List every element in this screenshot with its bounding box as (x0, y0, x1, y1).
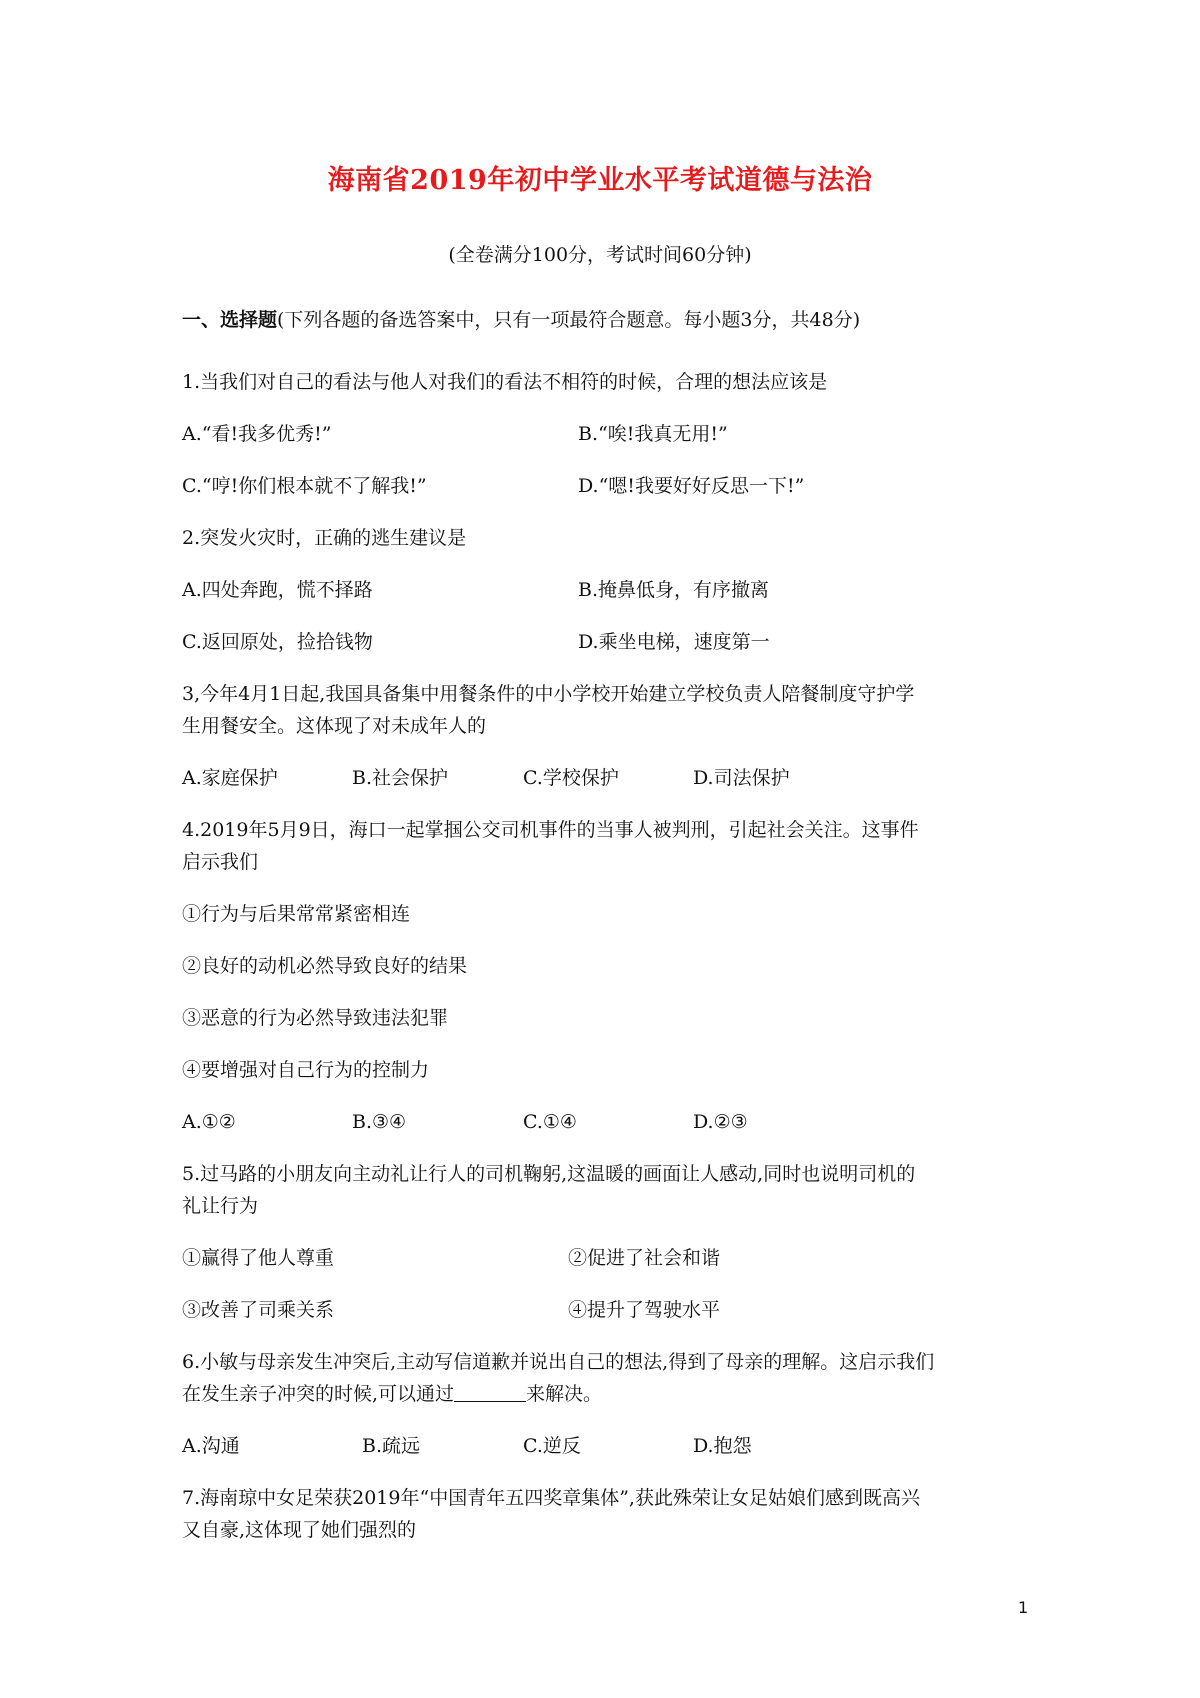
q6-option-a: A.沟通 (182, 1435, 240, 1457)
q6-option-b: B.疏远 (362, 1435, 421, 1457)
q6-option-c: C.逆反 (523, 1435, 581, 1457)
q3-stem-line1: 3,今年4月1日起,我国具备集中用餐条件的中小学校开始建立学校负责人陪餐制度守护学 (182, 683, 915, 705)
section-instruction: (下列各题的备选答案中，只有一项最符合题意。每小题3分，共48分) (277, 309, 861, 331)
q5-statement-1: ①赢得了他人尊重 (182, 1247, 335, 1269)
q5-statement-4: ④提升了驾驶水平 (568, 1299, 721, 1321)
q6-answer-blank (454, 1383, 526, 1402)
q3-option-d: D.司法保护 (693, 767, 790, 789)
q4-statement-3: ③恶意的行为必然导致违法犯罪 (182, 1007, 449, 1029)
q2-option-a: A.四处奔跑，慌不择路 (182, 579, 373, 601)
q3-option-c: C.学校保护 (523, 767, 619, 789)
q3-option-a: A.家庭保护 (182, 767, 278, 789)
q1-option-b: B.“唉!我真无用!” (578, 423, 728, 445)
q4-option-d: D.②③ (693, 1111, 748, 1133)
q1-option-a: A.“看!我多优秀!” (182, 423, 332, 445)
q3-stem-line2: 生用餐安全。这体现了对未成年人的 (182, 715, 487, 737)
q6-stem-line2-pre: 在发生亲子冲突的时候,可以通过 (182, 1383, 455, 1405)
q4-statement-2: ②良好的动机必然导致良好的结果 (182, 955, 468, 977)
exam-title: 海南省2019年初中学业水平考试道德与法治 (327, 165, 873, 196)
q1-stem: 1.当我们对自己的看法与他人对我们的看法不相符的时候，合理的想法应该是 (182, 371, 828, 393)
q3-option-b: B.社会保护 (352, 767, 449, 789)
q6-stem-line2 (182, 1378, 602, 1410)
q1-option-c: C.“哼!你们根本就不了解我!” (182, 475, 427, 497)
q7-stem-line2: 又自豪,这体现了她们强烈的 (182, 1519, 417, 1541)
q5-statement-2: ②促进了社会和谐 (568, 1247, 721, 1269)
q6-stem-line1: 6.小敏与母亲发生冲突后,主动写信道歉并说出自己的想法,得到了母亲的理解。这启示我们 (182, 1351, 935, 1373)
section-heading-line (182, 304, 860, 336)
q2-option-b: B.掩鼻低身，有序撤离 (578, 579, 770, 601)
exam-subtitle: (全卷满分100分，考试时间60分钟) (448, 244, 752, 266)
q4-option-a: A.①② (182, 1111, 236, 1133)
q5-stem-line1: 5.过马路的小朋友向主动礼让行人的司机鞠躬,这温暖的画面让人感动,同时也说明司机的 (182, 1163, 916, 1185)
q2-stem: 2.突发火灾时，正确的逃生建议是 (182, 527, 467, 549)
q1-option-d: D.“嗯!我要好好反思一下!” (578, 475, 805, 497)
q5-stem-line2: 礼让行为 (182, 1195, 259, 1217)
section-heading: 一、选择题 (182, 309, 278, 331)
q4-stem-line2: 启示我们 (182, 851, 259, 873)
q4-option-b: B.③④ (352, 1111, 407, 1133)
q7-stem-line1: 7.海南琼中女足荣获2019年“中国青年五四奖章集体”,获此殊荣让女足姑娘们感到既高兴 (182, 1487, 920, 1509)
q4-statement-1: ①行为与后果常常紧密相连 (182, 903, 411, 925)
q6-option-d: D.抱怨 (693, 1435, 752, 1457)
page-number: 1 (1018, 1598, 1029, 1617)
q2-option-c: C.返回原处，捡拾钱物 (182, 631, 373, 653)
q6-stem-line2-post: 来解决。 (526, 1383, 603, 1405)
q2-option-d: D.乘坐电梯，速度第一 (578, 631, 770, 653)
q4-option-c: C.①④ (523, 1111, 577, 1133)
q4-statement-4: ④要增强对自己行为的控制力 (182, 1059, 430, 1081)
q4-stem-line1: 4.2019年5月9日，海口一起掌掴公交司机事件的当事人被判刑，引起社会关注。这事件 (182, 819, 919, 841)
q5-statement-3: ③改善了司乘关系 (182, 1299, 335, 1321)
